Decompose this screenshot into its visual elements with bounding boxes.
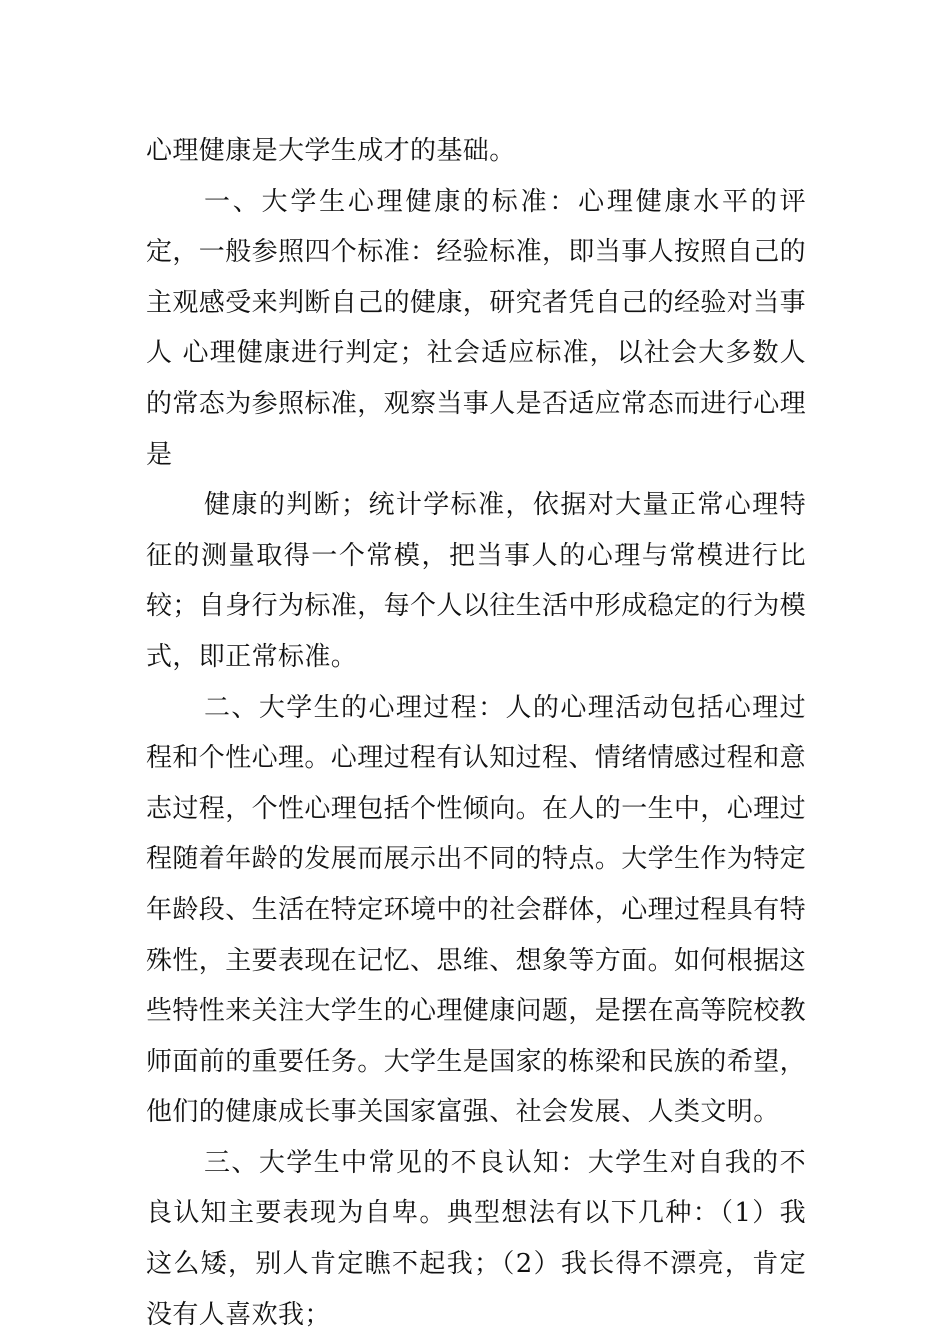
paragraph-standards-continued: 健康的判断；统计学标准，依据对大量正常心理特征的测量取得一个常模，把当事人的心理与常模进行比较；自身行为标准，每个人以往生活中形成稳定的行为模式，即正常标准。 <box>146 490 807 672</box>
paragraph-standards: 一、大学生心理健康的标准：心理健康水平的评定，一般参照四个标准：经验标准，即当事人按照自己的主观感受来判断自己的健康，研究者凭自己的经验对当事人 心理健康进行判定；社会适应标准，以社会大多数人的常态为参照标准，观察当事人是否适应常态而进行心理是 <box>146 186 807 470</box>
document-body <box>146 126 806 1340</box>
paragraph-intro: 心理健康是大学生成才的基础。 <box>146 136 516 166</box>
paragraph-psychological-process: 二、大学生的心理过程：人的心理活动包括心理过程和个性心理。心理过程有认知过程、情绪情感过程和意志过程，个性心理包括个性倾向。在人的一生中，心理过程随着年龄的发展而展示出不同的特点。大学生作为特定年龄段、生活在特定环境中的社会群体，心理过程具有特殊性，主要表现在记忆、思维、想象等方面。如何根据这些特性来关注大学生的心理健康问题，是摆在高等院校教师面前的重要任务。大学生是国家的栋梁和民族的希望，他们的健康成长事关国家富强、社会发展、人类文明。 <box>146 692 807 1128</box>
paragraph-bad-cognition: 三、大学生中常见的不良认知：大学生对自我的不良认知主要表现为自卑。典型想法有以下几种：（1）我这么矮，别人肯定瞧不起我；（2）我长得不漂亮，肯定没有人喜欢我； <box>146 1147 806 1330</box>
